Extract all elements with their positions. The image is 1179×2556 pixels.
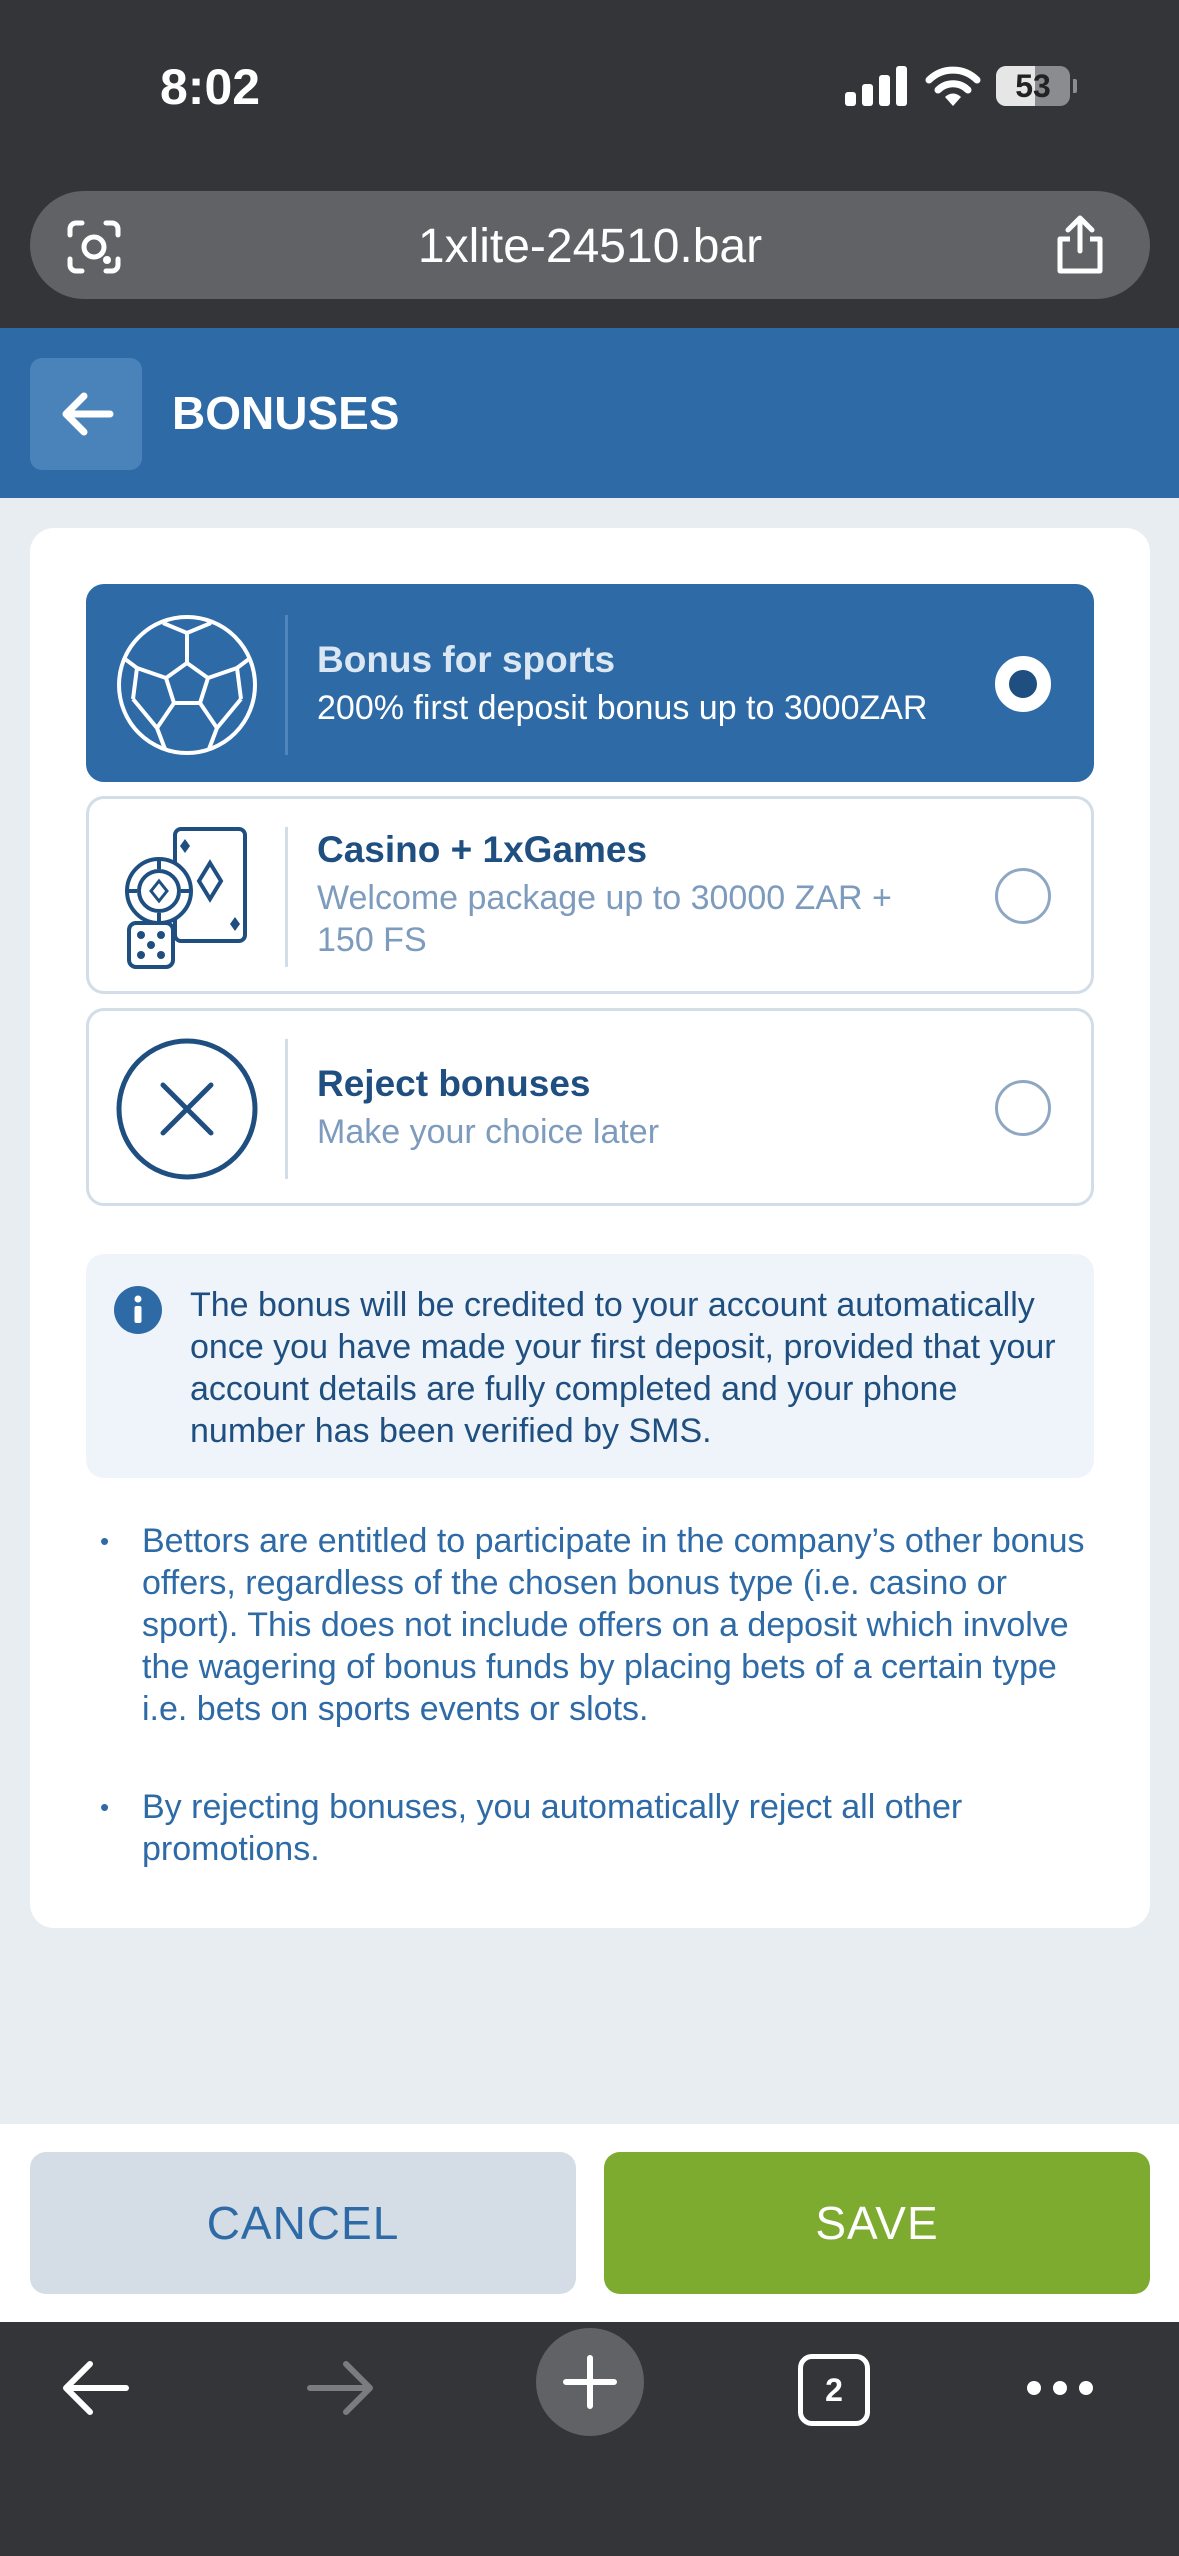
status-bar — [0, 0, 1179, 165]
option-divider — [285, 1039, 288, 1179]
back-button[interactable] — [30, 358, 142, 470]
info-box — [86, 1254, 1094, 1478]
url-text: 1xlite-24510.bar — [417, 220, 763, 273]
cancel-button[interactable]: CANCEL — [30, 2152, 576, 2294]
back-arrow-icon[interactable] — [58, 2358, 130, 2418]
option-title: Reject bonuses — [317, 1063, 591, 1104]
option-title: Casino + 1xGames — [317, 829, 648, 870]
action-bar — [0, 2124, 1179, 2322]
option-subtitle: Make your choice later — [317, 1113, 660, 1151]
soccer-ball-icon — [113, 611, 261, 759]
info-text: The bonus will be credited to your account automatically once you have made your first deposit, provided that your account details are fully completed and your phone number has been verified by SMS. — [190, 1286, 1056, 1450]
info-icon — [114, 1286, 162, 1334]
forward-arrow-icon[interactable] — [306, 2358, 378, 2418]
address-bar[interactable] — [30, 191, 1150, 299]
left-arrow-icon — [58, 390, 114, 438]
save-button[interactable]: SAVE — [604, 2152, 1150, 2294]
battery-icon — [996, 66, 1076, 106]
signal-icon — [845, 66, 907, 106]
option-divider — [285, 615, 288, 755]
note-item: • By rejecting bonuses, you automatically reject all other promotions. — [86, 1786, 1094, 1870]
more-icon[interactable] — [1024, 2378, 1096, 2398]
casino-cards-chips-dice-icon — [113, 823, 261, 971]
browser-toolbar — [0, 2322, 1179, 2556]
note-item: • Bettors are entitled to participate in the company’s other bonus offers, regardless of the chosen bonus type (i.e. casino or sport). This does not include offers on a deposit which involve the wagering of bonus funds by placing bets of a certain type i.e. bets on sports events or slots. — [86, 1520, 1094, 1730]
option-subtitle: Welcome package up to 30000 ZAR + 150 FS — [317, 879, 892, 959]
tabs-button[interactable]: 2 — [798, 2354, 870, 2426]
plus-icon — [562, 2354, 618, 2410]
page-header — [0, 328, 1179, 498]
option-divider — [285, 827, 288, 967]
bonus-option-casino[interactable] — [86, 796, 1094, 994]
share-icon[interactable] — [1050, 213, 1110, 277]
radio-button-selected[interactable] — [995, 656, 1051, 712]
cross-circle-icon — [113, 1035, 261, 1183]
option-subtitle: 200% first deposit bonus up to 3000ZAR — [317, 689, 928, 727]
new-tab-button[interactable] — [536, 2328, 644, 2436]
bonus-option-reject[interactable] — [86, 1008, 1094, 1206]
bonus-option-sports[interactable] — [86, 584, 1094, 782]
wifi-icon — [925, 64, 981, 108]
browser-address-area — [0, 165, 1179, 328]
radio-button[interactable] — [995, 1080, 1051, 1136]
radio-button[interactable] — [995, 868, 1051, 924]
status-time: 8:02 — [160, 59, 261, 115]
bonus-card — [30, 528, 1150, 1928]
option-title: Bonus for sports — [317, 639, 616, 680]
page-title: BONUSES — [172, 387, 400, 439]
bonus-notes — [86, 1520, 1094, 1926]
battery-percent: 53 — [1015, 68, 1051, 104]
